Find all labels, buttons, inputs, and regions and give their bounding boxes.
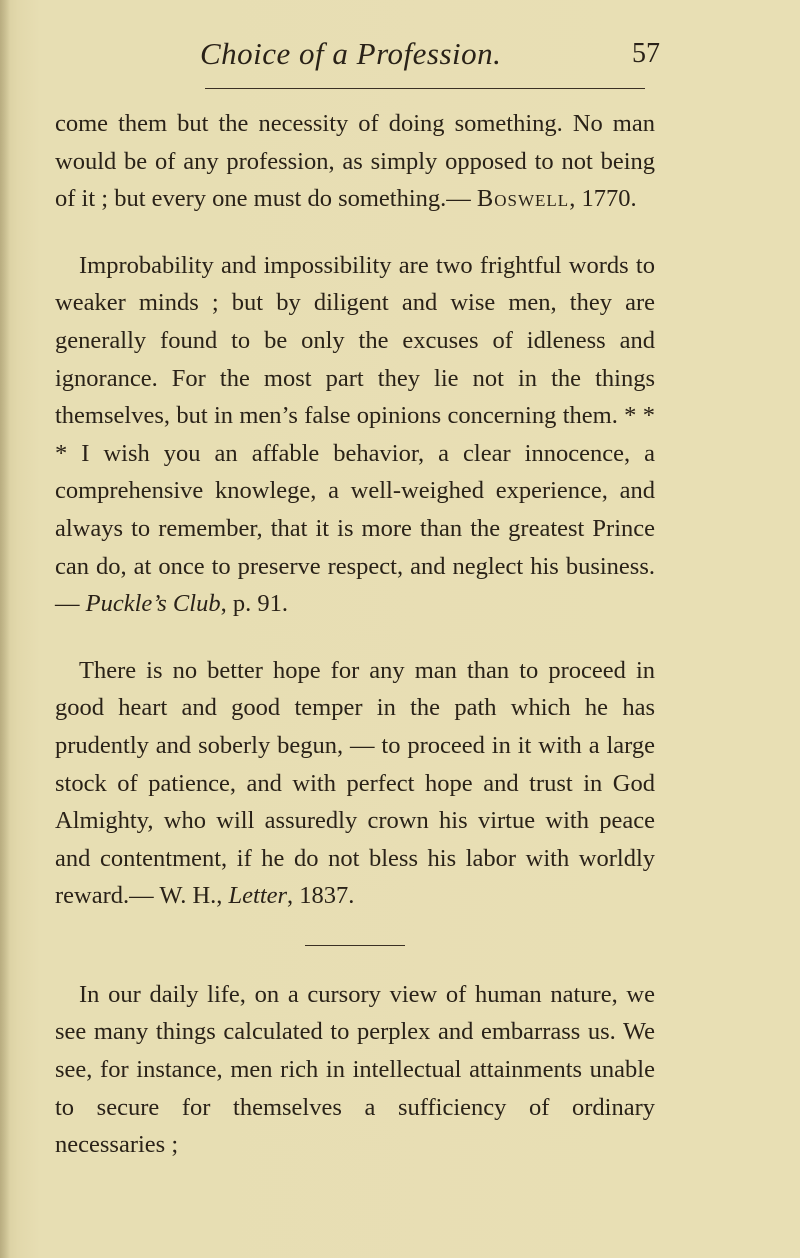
header-rule	[205, 88, 645, 89]
page-header	[200, 36, 660, 80]
passage-text: There is no better hope for any man than to proceed in good heart and good temper in the path which he has prudently and soberly begun, — to proceed in it with a large stock of patience, and with perfect hope and trust in God Almighty, who will assuredly crown his virtue with peace and contentment, if he do not bless his labor with worldly reward.— W. H.,	[55, 656, 655, 910]
attribution-date: , 1770.	[569, 185, 637, 213]
body-text	[55, 105, 655, 1164]
passage-puckle	[55, 247, 655, 623]
attribution-source: Puckle’s Club	[85, 590, 221, 618]
attribution-author: Boswell	[476, 185, 570, 213]
paragraph-gap	[55, 623, 655, 652]
passage-text: Improbability and impossibility are two frightful words to weaker minds ; but by diligent and wise men, they are generally found to be only the excuses of idleness and ignorance. For the most part they lie not in the things themselves, but in men’s false opinions concerning them. * * * I wish you an affable behavior, a clear innocence, a comprehensive knowlege, a well-weighed experience, and always to remember, that it is more than the greatest Prince can do, at once to preserve respect, and neglect his business.—	[55, 251, 655, 618]
passage-daily-life	[55, 976, 655, 1164]
attribution-source: Letter	[228, 882, 288, 910]
spine-shadow	[0, 0, 10, 1258]
passage-letter	[55, 652, 655, 915]
section-rule	[305, 945, 405, 946]
attribution-date: , 1837.	[287, 882, 355, 910]
passage-boswell	[55, 105, 655, 218]
passage-text: come them but the necessity of doing something. No man would be of any profession, as simply opposed to not being of it ; but every one must do something.—	[55, 110, 655, 213]
paragraph-gap	[55, 218, 655, 247]
passage-text: In our daily life, on a cursory view of human nature, we see many things calculated to perplex and embarrass us. We see, for instance, men rich in intellectual attainments unable to secure for themselves a sufficiency of ordinary necessaries ;	[55, 980, 655, 1159]
page-number: 57	[632, 38, 660, 69]
attribution-page: , p. 91.	[220, 590, 288, 618]
running-head: Choice of a Profession.	[200, 36, 502, 71]
